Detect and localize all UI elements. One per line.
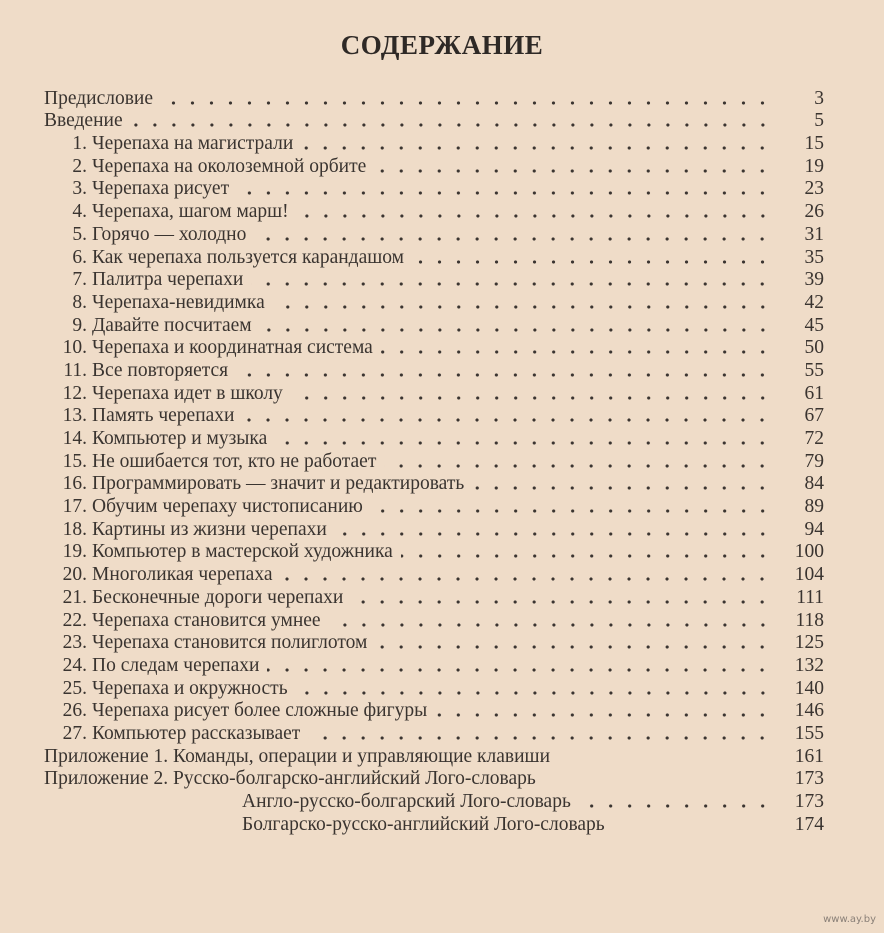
entry-title: Горячо — холодно bbox=[92, 223, 247, 245]
entry-page-number: 55 bbox=[804, 359, 824, 381]
entry-page-number: 42 bbox=[804, 291, 824, 313]
toc-entry bbox=[44, 314, 824, 337]
entry-page-number: 26 bbox=[804, 201, 824, 223]
dot-leader bbox=[273, 304, 772, 310]
entry-number: 17. bbox=[62, 496, 87, 518]
toc-entry bbox=[44, 178, 824, 201]
toc-entry bbox=[44, 87, 824, 110]
entry-page-number: 94 bbox=[804, 518, 824, 540]
entry-page-number: 67 bbox=[804, 405, 824, 427]
entry-page-number: 100 bbox=[794, 541, 824, 563]
toc-entry bbox=[44, 427, 824, 450]
toc-entry bbox=[44, 246, 824, 269]
dot-leader bbox=[558, 758, 772, 764]
entry-title: Черепаха и координатная система bbox=[92, 337, 373, 359]
toc-entry bbox=[44, 269, 824, 292]
dot-leader bbox=[384, 463, 772, 469]
dot-leader bbox=[412, 259, 772, 265]
dot-leader bbox=[544, 780, 772, 786]
entry-number: 26. bbox=[62, 700, 87, 722]
toc-entry bbox=[44, 586, 824, 609]
entry-number: 19. bbox=[62, 541, 87, 563]
entry-number: 11. bbox=[63, 359, 87, 381]
toc-entry bbox=[44, 495, 824, 518]
dot-leader bbox=[291, 395, 772, 401]
toc-entry bbox=[44, 700, 824, 723]
entry-number: 24. bbox=[62, 654, 87, 676]
entry-number: 16. bbox=[62, 473, 87, 495]
entry-page-number: 89 bbox=[804, 496, 824, 518]
toc-entry bbox=[44, 223, 824, 246]
entry-title: Черепаха рисует bbox=[92, 178, 230, 200]
entry-page-number: 23 bbox=[804, 178, 824, 200]
dot-leader bbox=[401, 553, 772, 559]
entry-title: Черепаха на магистрали bbox=[92, 133, 294, 155]
entry-page-number: 173 bbox=[794, 768, 824, 790]
dot-leader bbox=[613, 826, 772, 832]
dot-leader bbox=[251, 281, 772, 287]
toc-entry bbox=[44, 155, 824, 178]
entry-page-number: 50 bbox=[804, 337, 824, 359]
entry-page-number: 79 bbox=[804, 450, 824, 472]
entry-number: 3. bbox=[72, 178, 87, 200]
toc-entry bbox=[44, 813, 824, 836]
entry-number: 21. bbox=[62, 586, 87, 608]
entry-number: 12. bbox=[62, 382, 87, 404]
entry-number: 18. bbox=[62, 518, 87, 540]
entry-title: Черепаха становится умнее bbox=[92, 609, 321, 631]
entry-page-number: 15 bbox=[804, 133, 824, 155]
toc-entry bbox=[44, 745, 824, 768]
dot-leader bbox=[472, 485, 772, 491]
toc-entry bbox=[44, 450, 824, 473]
toc-entry bbox=[44, 677, 824, 700]
entry-number: 13. bbox=[62, 405, 87, 427]
entry-page-number: 3 bbox=[814, 87, 824, 109]
entry-title: Черепаха на околоземной орбите bbox=[92, 155, 367, 177]
toc-entry bbox=[44, 654, 824, 677]
entry-number: 20. bbox=[62, 564, 87, 586]
dot-leader bbox=[242, 417, 772, 423]
entry-title: Болгарско-русско-английский Лого-словарь bbox=[242, 813, 605, 835]
entry-title: Картины из жизни черепахи bbox=[92, 518, 327, 540]
dot-leader bbox=[371, 508, 772, 514]
dot-leader bbox=[308, 735, 772, 741]
entry-number: 4. bbox=[72, 201, 87, 223]
entry-page-number: 104 bbox=[794, 564, 824, 586]
entry-title: Черепаха рисует более сложные фигуры bbox=[92, 700, 428, 722]
page-title: СОДЕРЖАНИЕ bbox=[340, 30, 544, 60]
dot-leader bbox=[280, 576, 772, 582]
dot-leader bbox=[297, 213, 772, 219]
entry-number: 23. bbox=[62, 632, 87, 654]
toc-entry bbox=[44, 200, 824, 223]
dot-leader bbox=[254, 236, 772, 242]
entry-title: Все повторяется bbox=[92, 359, 229, 381]
entry-title: Память черепахи bbox=[92, 405, 235, 427]
dot-leader bbox=[301, 145, 772, 151]
toc-entry bbox=[44, 337, 824, 360]
toc-entry bbox=[44, 405, 824, 428]
toc-entry bbox=[44, 382, 824, 405]
entry-title: Приложение 2. Русско-болгарско-английский Лого-словарь bbox=[44, 768, 536, 790]
entry-page-number: 39 bbox=[804, 269, 824, 291]
entry-page-number: 5 bbox=[814, 110, 824, 132]
dot-leader bbox=[329, 622, 772, 628]
dot-leader bbox=[579, 803, 772, 809]
entry-page-number: 173 bbox=[794, 791, 824, 812]
entry-page-number: 140 bbox=[794, 677, 824, 699]
entry-title: Компьютер в мастерской художника bbox=[92, 541, 393, 563]
entry-number: 10. bbox=[62, 337, 87, 359]
entry-title: Черепаха и окружность bbox=[92, 677, 288, 699]
entry-title: Введение bbox=[44, 110, 123, 132]
entry-page-number: 155 bbox=[794, 722, 824, 744]
dot-leader bbox=[237, 190, 772, 196]
entry-title: Многоликая черепаха bbox=[92, 564, 273, 586]
entry-title: Приложение 1. Команды, операции и управляющие клавиши bbox=[44, 745, 551, 767]
dot-leader bbox=[131, 122, 772, 128]
toc-entry bbox=[44, 359, 824, 382]
toc-entry bbox=[44, 110, 824, 133]
entry-title: Бесконечные дороги черепахи bbox=[92, 586, 344, 608]
dot-leader bbox=[236, 372, 772, 378]
dot-leader bbox=[296, 690, 772, 696]
entry-title: По следам черепахи bbox=[92, 654, 260, 676]
entry-title: Палитра черепахи bbox=[92, 269, 244, 291]
dot-leader bbox=[375, 644, 772, 650]
toc-entry bbox=[44, 541, 824, 564]
entry-title: Как черепаха пользуется карандашом bbox=[92, 246, 404, 268]
entry-number: 22. bbox=[62, 609, 87, 631]
dot-leader bbox=[161, 100, 772, 106]
entry-number: 27. bbox=[62, 722, 87, 744]
entry-title: Черепаха, шагом марш! bbox=[92, 201, 289, 223]
toc-entry bbox=[44, 291, 824, 314]
entry-page-number: 132 bbox=[794, 654, 824, 676]
entry-page-number: 161 bbox=[794, 745, 824, 767]
entry-page-number: 31 bbox=[804, 223, 824, 245]
entry-page-number: 45 bbox=[804, 314, 824, 336]
dot-leader bbox=[335, 531, 772, 537]
entry-title: Компьютер и музыка bbox=[92, 428, 268, 449]
entry-number: 8. bbox=[72, 291, 87, 313]
entry-page-number: 61 bbox=[804, 382, 824, 404]
entry-title: Черепаха-невидимка bbox=[92, 291, 265, 313]
entry-title: Не ошибается тот, кто не работает bbox=[92, 450, 377, 472]
entry-number: 1. bbox=[72, 133, 87, 155]
entry-title: Англо-русско-болгарский Лого-словарь bbox=[242, 791, 571, 812]
entry-title: Давайте посчитаем bbox=[92, 314, 252, 336]
dot-leader bbox=[435, 712, 772, 718]
dot-leader bbox=[260, 327, 772, 333]
entry-number: 7. bbox=[72, 269, 87, 291]
toc-entry bbox=[44, 722, 824, 745]
entry-number: 25. bbox=[62, 677, 87, 699]
entry-title: Черепаха идет в школу bbox=[92, 382, 283, 404]
entry-number: 15. bbox=[62, 450, 87, 472]
dot-leader bbox=[275, 440, 772, 446]
entry-number: 9. bbox=[72, 314, 87, 336]
watermark: www.ay.by bbox=[823, 914, 876, 925]
toc-entry bbox=[44, 563, 824, 586]
toc-entry bbox=[44, 632, 824, 655]
entry-title: Черепаха становится полиглотом bbox=[92, 632, 368, 654]
dot-leader bbox=[351, 599, 772, 605]
entry-number: 5. bbox=[72, 223, 87, 245]
toc-entry bbox=[44, 132, 824, 155]
table-of-contents bbox=[44, 87, 824, 836]
toc-entry bbox=[44, 790, 824, 813]
entry-number: 14. bbox=[62, 428, 87, 449]
toc-entry bbox=[44, 473, 824, 496]
dot-leader bbox=[267, 667, 772, 673]
entry-page-number: 19 bbox=[804, 155, 824, 177]
dot-leader bbox=[374, 168, 772, 174]
toc-entry bbox=[44, 609, 824, 632]
entry-number: 2. bbox=[72, 155, 87, 177]
entry-title: Компьютер рассказывает bbox=[92, 722, 301, 744]
toc-entry bbox=[44, 768, 824, 791]
entry-page-number: 111 bbox=[796, 586, 824, 608]
toc-entry bbox=[44, 518, 824, 541]
entry-page-number: 125 bbox=[794, 632, 824, 654]
entry-page-number: 146 bbox=[794, 700, 824, 722]
entry-page-number: 84 bbox=[804, 473, 824, 495]
entry-title: Обучим черепаху чистописанию bbox=[92, 496, 363, 518]
entry-page-number: 72 bbox=[804, 428, 824, 449]
entry-title: Предисловие bbox=[44, 87, 154, 109]
entry-page-number: 174 bbox=[794, 813, 824, 835]
entry-title: Программировать — значит и редактировать bbox=[92, 473, 465, 495]
dot-leader bbox=[381, 349, 772, 355]
entry-number: 6. bbox=[72, 246, 87, 268]
entry-page-number: 35 bbox=[804, 246, 824, 268]
entry-page-number: 118 bbox=[795, 609, 824, 631]
